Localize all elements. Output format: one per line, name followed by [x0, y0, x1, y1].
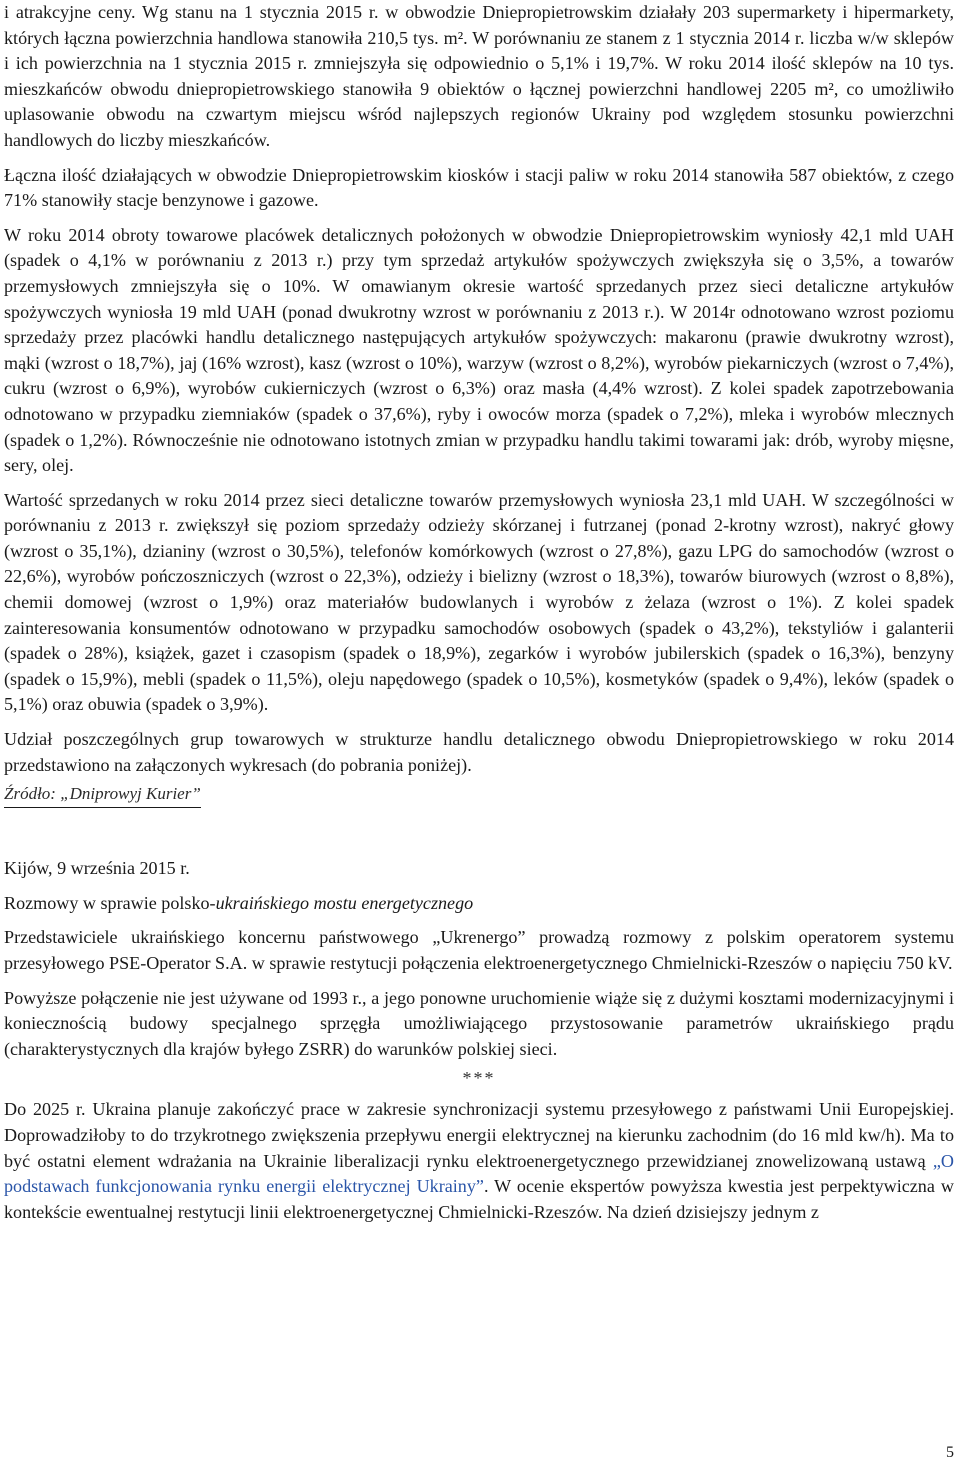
- document-page: [4, 0, 954, 1225]
- article2-title-italic: ukraińskiego mostu energetycznego: [215, 892, 474, 913]
- article2-paragraph-3-text-end: . W ocenie ekspertów powyższa kwestia jest perpektywiczna w kontekście ewentualnej restytucji linii elektroenergetycznej Chmielnicki-Rzeszów. Na dzień dzisiejszy jednym z: [4, 1176, 954, 1222]
- section-separator: ***: [462, 1068, 496, 1089]
- article2-paragraph-3-text: Do 2025 r. Ukraina planuje zakończyć prace w zakresie synchronizacji systemu przesyłowego z państwami Unii Europejskiej. Doprowadziłoby to do trzykrotnego zwiększenia przepływu energii elektrycznej na kierunku zachodnim (do 16 mld kw/h). Ma to być ostatni element wdrażania na Ukrainie liberalizacji rynku elektroenergetycznego przewidzianej znowelizowaną ustawą: [4, 1099, 954, 1171]
- article2-paragraph-2: Powyższe połączenie nie jest używane od 1993 r., a jego ponowne uruchomienie wiąże się z dużymi kosztami modernizacyjnymi i koniecznością budowy specjalnego sprzęgła umożliwiającego przystosowanie parametrów ukraińskiego prądu (charakterystycznych dla krajów byłego ZSRR) do warunków polskiej sieci.: [4, 987, 954, 1059]
- article1-paragraph-3: W roku 2014 obroty towarowe placówek detalicznych położonych w obwodzie Dniepropietrowskim wyniosły 42,1 mld UAH (spadek o 4,1% w porównaniu z 2013 r.) przy tym sprzedaż artykułów spożywczych zwiększyła się o 3,5%, a towarów przemysłowych zmniejszyła się o 10%. W omawianym okresie wartość sprzedanych przez sieci detaliczne artykułów spożywczych wyniosła 19 mld UAH (ponad dwukrotny wzrost w porównaniu z 2013 r.). W 2014r odnotowano wzrost poziomu sprzedaży przez placówki handlu detalicznego następujących artykułów spożywczych: makaronu (prawie dwukrotny wzrost), mąki (wzrost o 18,7%), jaj (16% wzrost), kasz (wzrost o 10%), warzyw (wzrost o 8,2%), wyrobów piekarniczych (wzrost o 7,4%), cukru (wzrost o 6,9%), wyrobów cukierniczych (wzrost o 6,3%) oraz masła (4,4% wzrost). Z kolei spadek zapotrzebowania odnotowano w przypadku ziemniaków (spadek o 37,6%), ryby i owoców morza (spadek o 7,2%), mleka i wyrobów mlecznych (spadek o 1,2%). Równocześnie nie odnotowano istotnych zmian w przypadku handlu takimi towarami jak: drób, wyroby mięsne, sery, olej.: [4, 224, 954, 476]
- law-title-link[interactable]: „O podstawach funkcjonowania rynku energii elektrycznej Ukrainy”: [4, 1150, 954, 1197]
- article2-paragraph-1: Przedstawiciele ukraińskiego koncernu państwowego „Ukrenergo” prowadzą rozmowy z polskim operatorem systemu przesyłowego PSE-Operator S.A. w sprawie restytucji połączenia elektroenergetycznego Chmielnicki-Rzeszów o napięciu 750 kV.: [4, 927, 954, 973]
- article1-paragraph-2: Łączna ilość działających w obwodzie Dniepropietrowskim kiosków i stacji paliw w roku 2014 stanowiła 587 obiektów, z czego 71% stanowiły stacje benzynowe i gazowe.: [4, 164, 954, 211]
- article1-paragraph-5: Udział poszczególnych grup towarowych w strukturze handlu detalicznego obwodu Dniepropietrowskiego w roku 2014 przedstawiono na załączonych wykresach (do pobrania poniżej).: [4, 729, 954, 775]
- source-line: [4, 778, 954, 808]
- article1-paragraph-1: i atrakcyjne ceny. Wg stanu na 1 stycznia 2015 r. w obwodzie Dniepropietrowskim działały 203 supermarkety i hipermarkety, których łączna powierzchnia handlowa stanowiła 210,5 tys. m². W porównaniu ze stanem z 1 stycznia 2014 r. liczba w/w sklepów i ich powierzchnia na 1 stycznia 2015 r. zmniejszyła się odpowiednio o 5,1% i 19,7%. W roku 2014 ilość sklepów na 10 tys. mieszkańców obwodu dniepropietrowskiego stanowiła 9 obiektów o łącznej powierzchni handlowej 2205 m², co umożliwiło uplasowanie obwodu na czwartym miejscu wśród najlepszych regionów Ukrainy pod względem stosunku powierzchni handlowych do liczby mieszkańców.: [4, 2, 954, 150]
- article1-paragraph-4: Wartość sprzedanych w roku 2014 przez sieci detaliczne towarów przemysłowych wyniosła 23,1 mld UAH. W szczególności w porównaniu z 2013 r. zwiększył się poziom sprzedaży odzieży skórzanej i futrzanej (ponad 2-krotny wzrost), nakryć głowy (wzrost o 35,1%), dzianiny (wzrost o 30,5%), telefonów komórkowych (wzrost o 27,8%), gazu LPG do samochodów (wzrost o 22,6%), wyrobów pończoszniczych (wzrost o 22,3%), odzieży i bielizny (wzrost o 18,3%), towarów biurowych (wzrost o 8,8%), chemii domowej (wzrost o 1,9%) oraz materiałów budowlanych i wyrobów z żelaza (wzrost o 1%). Z kolei spadek zainteresowania konsumentów odnotowano w przypadku samochodów osobowych (spadek o 43,2%), tekstyliów i galanterii (spadek o 28%), książek, gazet i czasopism (spadek o 18,9%), zegarków i wyrobów jubilerskich (spadek o 16,3%), benzyny (spadek o 15,9%), mebli (spadek o 11,5%), oleju napędowego (spadek o 10,5%), kosmetyków (spadek o 9,4%), leków (spadek o 5,1%) oraz obuwia (spadek o 3,9%).: [4, 489, 954, 715]
- article2-title: [4, 891, 954, 917]
- article2-title-plain: Rozmowy w sprawie polsko-: [4, 892, 216, 913]
- source-citation: Źródło: „Dniprowyj Kurier”: [4, 784, 201, 808]
- article2-paragraph-3: [4, 1097, 954, 1225]
- page-number: 5: [946, 1444, 954, 1461]
- article2-dateline: Kijów, 9 września 2015 r.: [4, 858, 190, 879]
